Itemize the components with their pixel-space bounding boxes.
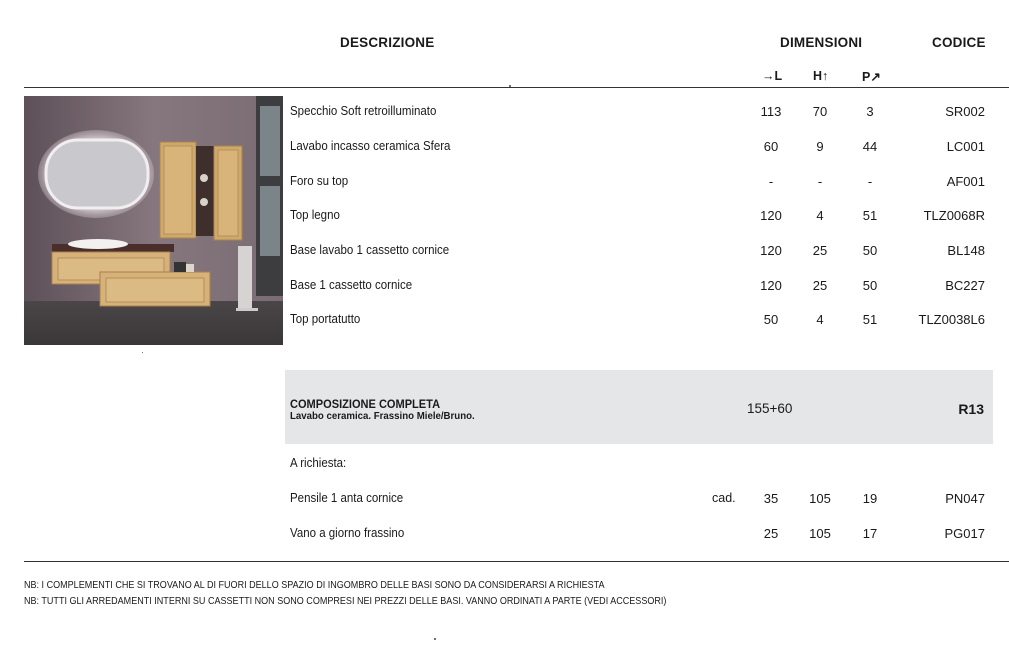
item-unit: cad. [712, 491, 736, 505]
on-request-label-row [0, 456, 1009, 474]
item-length: 35 [763, 491, 779, 506]
decorative-dot [509, 85, 511, 87]
item-height: 25 [812, 278, 828, 293]
item-description: Lavabo incasso ceramica Sfera [290, 139, 451, 153]
table-row [0, 243, 1009, 261]
item-description: Pensile 1 anta cornice [290, 491, 404, 505]
on-request-label: A richiesta: [290, 456, 347, 470]
item-length: 120 [760, 208, 782, 223]
item-length: 120 [760, 278, 782, 293]
item-length: 113 [760, 104, 782, 119]
note-line: NB: TUTTI GLI ARREDAMENTI INTERNI SU CASSETTI NON SONO COMPRESI NEI PREZZI DELLE BASI. VANNO ORDINATI A PARTE (VEDI ACCESSORI) [24, 595, 667, 607]
item-depth: 50 [862, 243, 878, 258]
composition-subtitle: Lavabo ceramica. Frassino Miele/Bruno. [290, 410, 475, 422]
item-code: PN047 [945, 491, 985, 506]
decorative-dot [142, 352, 143, 353]
item-code: PG017 [944, 526, 985, 541]
footer-divider [24, 561, 1009, 562]
item-description: Base lavabo 1 cassetto cornice [290, 243, 450, 257]
table-row [0, 208, 1009, 226]
note-line: NB: I COMPLEMENTI CHE SI TROVANO AL DI FUORI DELLO SPAZIO DI INGOMBRO DELLE BASI SONO DA CONSIDERARSI A RICHIESTA [24, 579, 605, 591]
header-dimensioni: DIMENSIONI [780, 35, 863, 50]
header-divider [24, 87, 1009, 88]
item-height: 4 [816, 312, 824, 327]
header-height: H↑ [813, 69, 829, 83]
item-code: BL148 [947, 243, 985, 258]
item-depth: 51 [862, 312, 878, 327]
table-row [0, 312, 1009, 330]
item-depth: 44 [862, 139, 878, 154]
item-length: 50 [763, 312, 779, 327]
item-height: 105 [809, 491, 831, 506]
item-depth: 19 [862, 491, 878, 506]
header-descrizione: DESCRIZIONE [340, 35, 435, 50]
table-row [0, 139, 1009, 157]
table-row [0, 278, 1009, 296]
table-row [0, 174, 1009, 192]
item-length: 120 [760, 243, 782, 258]
item-depth: 51 [862, 208, 878, 223]
composition-box [285, 370, 993, 444]
composition-title: COMPOSIZIONE COMPLETA [290, 397, 441, 411]
item-description: Specchio Soft retroilluminato [290, 104, 437, 118]
item-description: Top portatutto [290, 312, 361, 326]
item-height: - [817, 174, 823, 189]
header-length: →L [762, 69, 783, 83]
decorative-dot [434, 638, 436, 640]
item-description: Vano a giorno frassino [290, 526, 405, 540]
header-depth: P↗ [862, 70, 881, 84]
item-description: Top legno [290, 208, 340, 222]
item-depth: 50 [862, 278, 878, 293]
item-depth: 17 [862, 526, 878, 541]
item-height: 25 [812, 243, 828, 258]
item-code: SR002 [945, 104, 985, 119]
item-code: LC001 [946, 139, 985, 154]
header-codice: CODICE [932, 35, 986, 50]
item-depth: - [867, 174, 873, 189]
item-code: TLZ0038L6 [918, 312, 985, 327]
table-row [0, 491, 1009, 509]
item-depth: 3 [866, 104, 874, 119]
item-code: TLZ0068R [923, 208, 985, 223]
item-height: 105 [809, 526, 831, 541]
item-code: AF001 [946, 174, 985, 189]
item-length: 60 [763, 139, 779, 154]
item-code: BC227 [945, 278, 985, 293]
item-length: 25 [763, 526, 779, 541]
table-row [0, 104, 1009, 122]
item-height: 4 [816, 208, 824, 223]
composition-code: R13 [958, 401, 984, 417]
item-height: 70 [812, 104, 828, 119]
composition-dimensions: 155+60 [747, 401, 793, 416]
item-description: Base 1 cassetto cornice [290, 278, 413, 292]
table-row [0, 526, 1009, 544]
item-height: 9 [816, 139, 824, 154]
item-length: - [768, 174, 774, 189]
item-description: Foro su top [290, 174, 349, 188]
